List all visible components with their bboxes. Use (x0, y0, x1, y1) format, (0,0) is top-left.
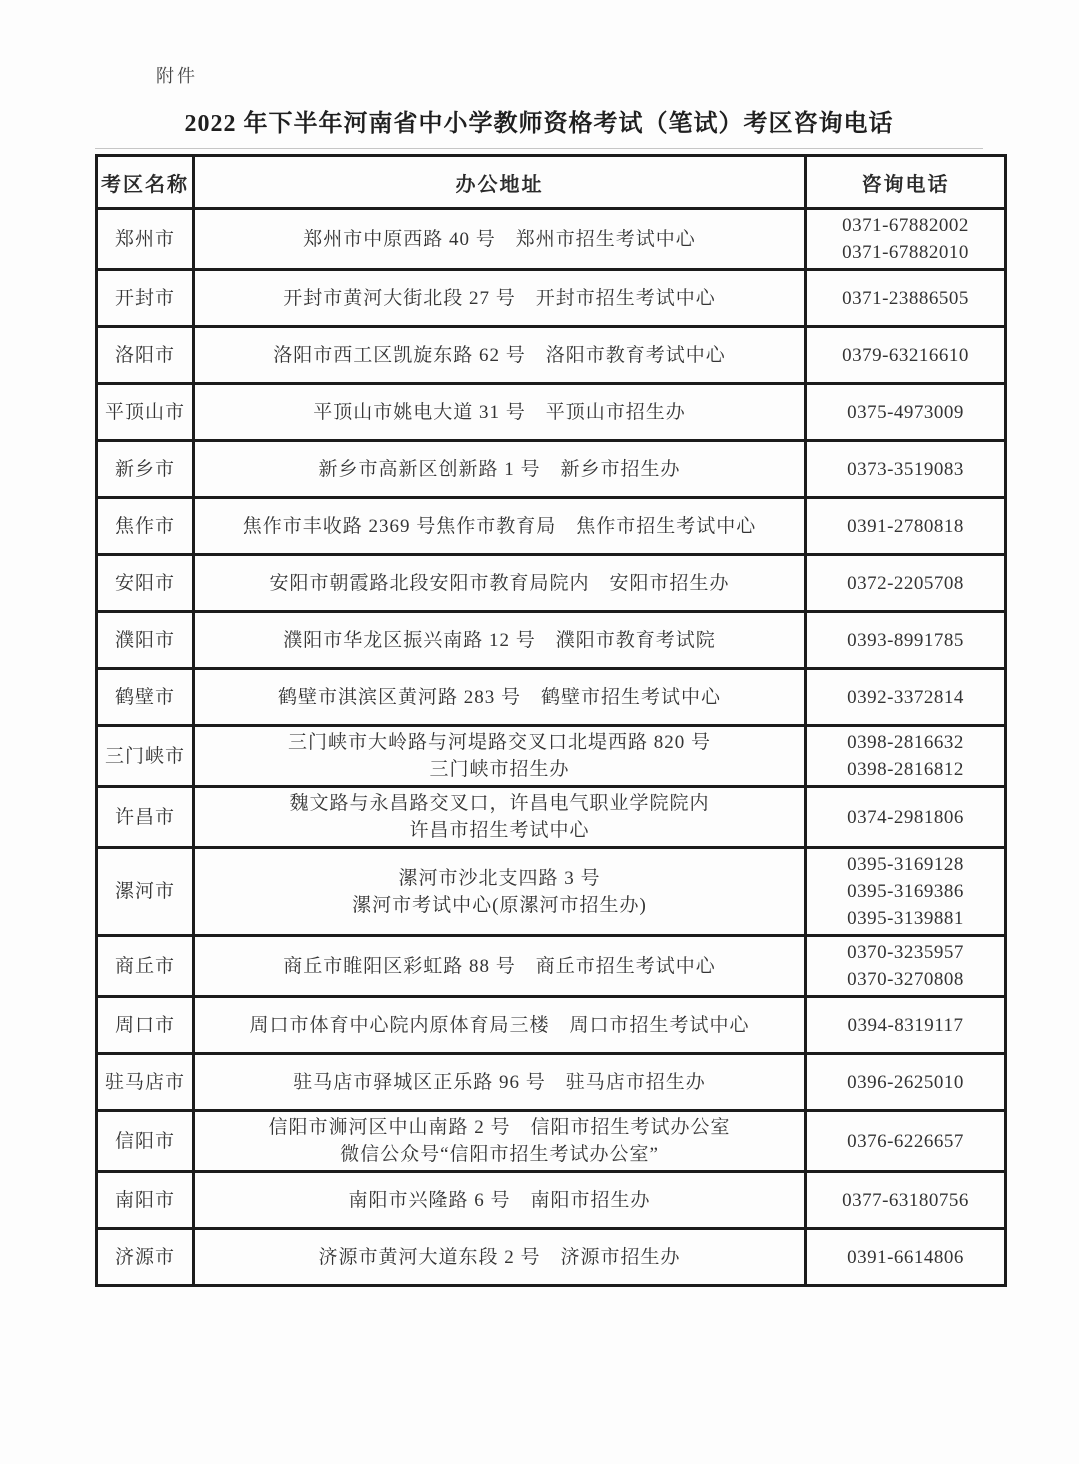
district-cell: 平顶山市 (97, 384, 194, 441)
table-row (97, 209, 1006, 270)
contact-table (95, 154, 1007, 1287)
phone-cell (806, 327, 1006, 384)
address-line: 安阳市朝霞路北段安阳市教育局院内 安阳市招生办 (269, 572, 730, 594)
address-cell (194, 787, 806, 848)
phone-cell (806, 498, 1006, 555)
phone-number: 0373-3519083 (847, 458, 964, 480)
address-line: 商丘市睢阳区彩虹路 88 号 商丘市招生考试中心 (283, 955, 716, 977)
phone-cell (806, 1111, 1006, 1172)
phone-number: 0374-2981806 (847, 806, 964, 828)
phone-number: 0398-2816812 (847, 759, 964, 780)
table-row (97, 384, 1006, 441)
phone-number: 0379-63216610 (842, 344, 969, 366)
table-row (97, 498, 1006, 555)
address-cell (194, 498, 806, 555)
district-cell: 商丘市 (97, 936, 194, 997)
phone-number: 0393-8991785 (847, 629, 964, 651)
address-line: 许昌市招生考试中心 (409, 820, 590, 841)
table-row (97, 555, 1006, 612)
table-row (97, 787, 1006, 848)
address-line: 洛阳市西工区凯旋东路 62 号 洛阳市教育考试中心 (273, 344, 726, 366)
address-cell (194, 1172, 806, 1229)
table-row (97, 270, 1006, 327)
phone-number: 0398-2816632 (847, 732, 964, 753)
attachment-label: 附件 (156, 66, 198, 86)
phone-cell (806, 936, 1006, 997)
district-cell: 三门峡市 (97, 726, 194, 787)
phone-cell (806, 848, 1006, 936)
address-cell (194, 997, 806, 1054)
phone-number: 0371-67882010 (842, 242, 969, 263)
address-cell (194, 555, 806, 612)
address-cell (194, 726, 806, 787)
phone-number: 0395-3169386 (847, 881, 964, 902)
address-line: 新乡市高新区创新路 1 号 新乡市招生办 (318, 458, 681, 480)
address-line: 漯河市沙北支四路 3 号 (398, 867, 601, 889)
phone-cell (806, 384, 1006, 441)
address-line: 三门峡市大岭路与河堤路交叉口北堤西路 820 号 (287, 732, 711, 753)
phone-number: 0394-8319117 (847, 1014, 964, 1036)
table-row (97, 848, 1006, 936)
phone-cell (806, 669, 1006, 726)
phone-number: 0377-63180756 (842, 1189, 969, 1211)
address-line: 漯河市考试中心(原漯河市招生办) (352, 894, 647, 916)
table-row (97, 726, 1006, 787)
phone-cell (806, 209, 1006, 270)
phone-cell (806, 441, 1006, 498)
phone-number: 0370-3235957 (847, 942, 964, 963)
address-cell (194, 327, 806, 384)
district-cell: 安阳市 (97, 555, 194, 612)
address-cell (194, 1054, 806, 1111)
phone-cell (806, 1229, 1006, 1286)
phone-number: 0375-4973009 (847, 401, 964, 423)
address-line: 魏文路与永昌路交叉口，许昌电气职业学院院内 (289, 793, 710, 814)
phone-cell (806, 787, 1006, 848)
address-cell (194, 441, 806, 498)
district-cell: 周口市 (97, 997, 194, 1054)
phone-cell (806, 997, 1006, 1054)
phone-number: 0395-3169128 (847, 854, 964, 875)
table-row (97, 1111, 1006, 1172)
district-cell: 洛阳市 (97, 327, 194, 384)
table-row (97, 669, 1006, 726)
district-cell: 许昌市 (97, 787, 194, 848)
address-line: 濮阳市华龙区振兴南路 12 号 濮阳市教育考试院 (283, 629, 716, 651)
phone-cell (806, 1054, 1006, 1111)
district-cell: 焦作市 (97, 498, 194, 555)
district-cell: 新乡市 (97, 441, 194, 498)
table-row (97, 936, 1006, 997)
phone-number: 0376-6226657 (847, 1130, 964, 1152)
district-cell: 信阳市 (97, 1111, 194, 1172)
district-cell: 开封市 (97, 270, 194, 327)
address-cell (194, 270, 806, 327)
table-row (97, 441, 1006, 498)
table-top-rule (95, 148, 983, 149)
phone-cell (806, 270, 1006, 327)
header-district: 考区名称 (97, 156, 194, 209)
page-title: 2022 年下半年河南省中小学教师资格考试（笔试）考区咨询电话 (184, 111, 894, 137)
header-phone: 咨询电话 (806, 156, 1006, 209)
address-line: 南阳市兴隆路 6 号 南阳市招生办 (348, 1189, 651, 1211)
address-line: 济源市黄河大道东段 2 号 济源市招生办 (318, 1246, 681, 1268)
district-cell: 驻马店市 (97, 1054, 194, 1111)
header-address: 办公地址 (194, 156, 806, 209)
phone-number: 0391-2780818 (847, 515, 964, 537)
address-line: 驻马店市驿城区正乐路 96 号 驻马店市招生办 (293, 1071, 706, 1093)
table-row (97, 327, 1006, 384)
phone-number: 0392-3372814 (847, 686, 964, 708)
table-body (97, 209, 1006, 1286)
phone-number: 0370-3270808 (847, 969, 964, 990)
phone-number: 0395-3139881 (847, 908, 964, 929)
phone-number: 0396-2625010 (847, 1071, 964, 1093)
address-line: 周口市体育中心院内原体育局三楼 周口市招生考试中心 (249, 1014, 750, 1036)
address-line: 开封市黄河大街北段 27 号 开封市招生考试中心 (283, 287, 716, 309)
address-cell (194, 612, 806, 669)
address-cell (194, 936, 806, 997)
address-cell (194, 384, 806, 441)
phone-cell (806, 726, 1006, 787)
address-line: 微信公众号“信阳市招生考试办公室” (340, 1144, 659, 1165)
district-cell: 濮阳市 (97, 612, 194, 669)
phone-cell (806, 555, 1006, 612)
table-row (97, 997, 1006, 1054)
address-line: 焦作市丰收路 2369 号焦作市教育局 焦作市招生考试中心 (242, 515, 757, 537)
table-row (97, 1172, 1006, 1229)
phone-number: 0372-2205708 (847, 572, 964, 594)
phone-number: 0371-23886505 (842, 287, 969, 309)
table-row (97, 1229, 1006, 1286)
district-cell: 济源市 (97, 1229, 194, 1286)
phone-cell (806, 1172, 1006, 1229)
address-line: 信阳市浉河区中山南路 2 号 信阳市招生考试办公室 (268, 1117, 731, 1138)
district-cell: 鹤壁市 (97, 669, 194, 726)
table-header-row (97, 156, 1006, 209)
table-row (97, 612, 1006, 669)
address-cell (194, 848, 806, 936)
address-cell (194, 669, 806, 726)
address-line: 平顶山市姚电大道 31 号 平顶山市招生办 (313, 401, 686, 423)
address-cell (194, 1229, 806, 1286)
table-row (97, 1054, 1006, 1111)
district-cell: 南阳市 (97, 1172, 194, 1229)
address-line: 郑州市中原西路 40 号 郑州市招生考试中心 (303, 228, 696, 250)
address-cell (194, 1111, 806, 1172)
address-line: 鹤壁市淇滨区黄河路 283 号 鹤壁市招生考试中心 (277, 686, 721, 708)
phone-number: 0391-6614806 (847, 1246, 964, 1268)
address-cell (194, 209, 806, 270)
phone-number: 0371-67882002 (842, 215, 969, 236)
district-cell: 郑州市 (97, 209, 194, 270)
address-line: 三门峡市招生办 (429, 759, 570, 780)
phone-cell (806, 612, 1006, 669)
district-cell: 漯河市 (97, 848, 194, 936)
